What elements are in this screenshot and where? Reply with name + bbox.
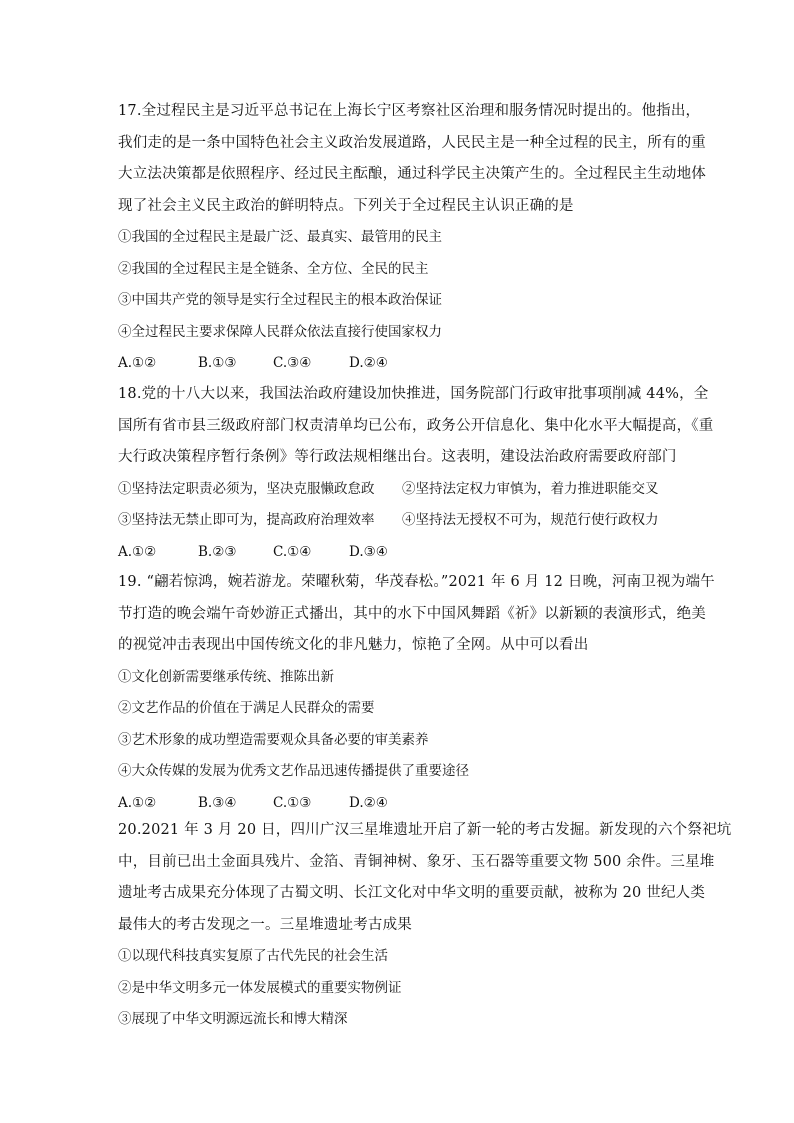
answer-choices [118,537,678,569]
statement-option: ①以现代科技真实复原了古代先民的社会生活 [118,948,388,964]
statement-option: ②是中华文明多元一体发展模式的重要实物例证 [118,979,402,996]
answer-choice-d: D.②④ [349,794,388,811]
question-stem-line: 中，目前已出土金面具残片、金箔、青铜神树、象牙、玉石器等重要文物 500 余件。三星堆 [118,853,715,870]
statement-option: ③展现了中华文明源远流长和博大精深 [118,1011,348,1027]
answer-choice-d: D.③④ [349,543,388,560]
statement-option: ②坚持法定权力审慎为，着力推进职能交叉 [402,480,659,497]
answer-choice-a: A.①② [118,355,157,371]
statement-option: ①坚持法定职责必须为，坚决克服懒政怠政 [118,480,375,497]
question-18 [118,379,714,568]
statement-option: ②文艺作品的价值在于满足人民群众的需要 [118,700,375,716]
question-stem-line: 遗址考古成果充分体现了古蜀文明、长江文化对中华文明的重要贡献，被称为 20 世纪人类 [118,885,706,901]
answer-choice-c: C.③④ [273,355,312,371]
question-stem-line: 的视觉冲击表现出中国传统文化的非凡魅力，惊艳了全网。从中可以看出 [118,637,589,653]
question-stem-line: 国所有省市县三级政府部门权责清单均已公布，政务公开信息化、集中化水平大幅提高，《重 [118,417,714,434]
answer-choice-a: A.①② [118,543,157,560]
statement-option: ③艺术形象的成功塑造需要观众具备必要的审美素养 [118,731,429,748]
question-stem-line: 大行政决策程序暂行条例》等行政法规相继出台。这表明，建设法治政府需要政府部门 [118,449,677,465]
statement-option: ②我国的全过程民主是全链条、全方位、全民的民主 [118,260,429,277]
statement-option: ①文化创新需要继承传统、推陈出新 [118,668,334,685]
statement-option: ③中国共产党的领导是实行全过程民主的根本政治保证 [118,292,442,308]
question-stem-line: 大立法决策都是依照程序、经过民主酝酿，通过科学民主决策产生的。全过程民主生动地体 [118,166,706,182]
question-stem-line: 现了社会主义民主政治的鲜明特点。下列关于全过程民主认识正确的是 [118,197,574,214]
question-17 [118,96,706,380]
question-stem-line: 节打造的晚会端午奇妙游正式播出，其中的水下中国风舞蹈《祈》以新颖的表演形式，绝美 [118,605,706,622]
statement-option: ④坚持法无授权不可为，规范行使行政权力 [402,512,659,528]
statement-option: ③坚持法无禁止即可为，提高政府治理效率 [118,512,375,528]
answer-choice-a: A.①② [118,794,157,811]
question-19 [118,567,715,819]
question-stem-line: 我们走的是一条中国特色社会主义政治发展道路，人民民主是一种全过程的民主，所有的重 [118,134,706,151]
question-stem-line: 20.2021 年 3 月 20 日，四川广汉三星堆遗址开启了新一轮的考古发掘。新发现的六个祭祀坑 [118,822,732,838]
answer-choice-b: B.①③ [198,355,237,371]
question-stem-line: 19. “翩若惊鸿，婉若游龙。荣曜秋菊，华茂春松。”2021 年 6 月 12 日晚，河南卫视为端午 [118,574,715,590]
question-stem-line: 最伟大的考古发现之一。三星堆遗址考古成果 [118,916,412,933]
statement-option-row [118,474,678,506]
statement-option-row [118,505,678,537]
question-stem-line: 17.全过程民主是习近平总书记在上海长宁区考察社区治理和服务情况时提出的。他指出， [118,103,701,119]
question-stem-line: 18.党的十八大以来，我国法治政府建设加快推进，国务院部门行政审批事项削减 44%，全 [118,386,709,402]
answer-choices [118,348,678,380]
statement-option: ④大众传媒的发展为优秀文艺作品迅速传播提供了重要途径 [118,763,469,779]
question-20 [118,815,732,1036]
answer-choice-c: C.①③ [273,794,312,811]
answer-choice-b: B.②③ [198,543,237,560]
answer-choice-c: C.①④ [273,543,312,560]
answer-choice-d: D.②④ [349,355,388,371]
answer-choice-b: B.③④ [198,794,237,811]
statement-option: ①我国的全过程民主是最广泛、最真实、最管用的民主 [118,229,442,245]
statement-option: ④全过程民主要求保障人民群众依法直接行使国家权力 [118,323,442,340]
